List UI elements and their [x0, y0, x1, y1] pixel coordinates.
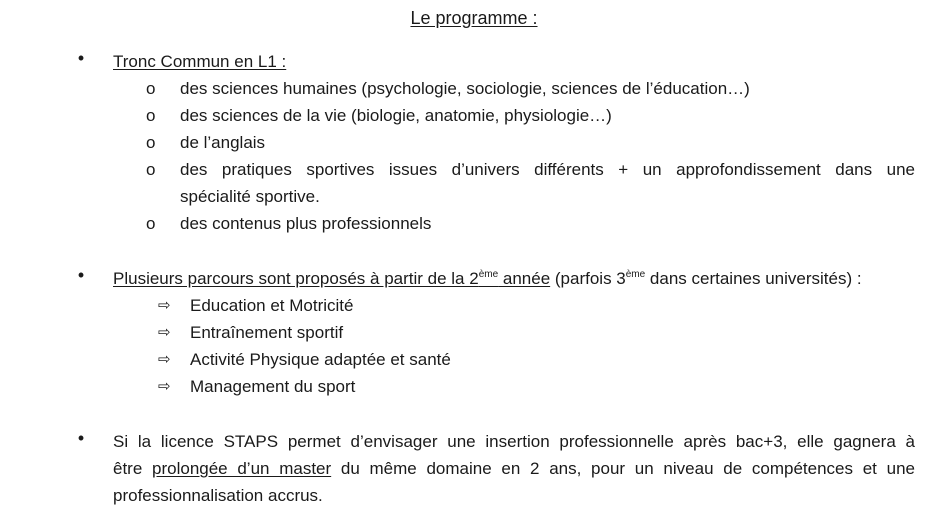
bullet-marker: •: [77, 48, 85, 68]
arrow-icon: ⇨: [158, 351, 171, 368]
paragraph-line: professionnalisation accrus.: [113, 486, 323, 505]
section-heading: [113, 265, 915, 292]
superscript: ème: [478, 269, 499, 280]
sub-bullet-marker: o: [146, 160, 156, 179]
section-heading: [113, 48, 915, 75]
list-item: Activité Physique adaptée et santé: [190, 350, 451, 369]
sub-bullet-marker: o: [146, 214, 156, 233]
heading-text: Plusieurs parcours sont proposés à partir de la 2: [113, 269, 479, 288]
parcours-heading: [113, 269, 550, 288]
arrow-icon: ⇨: [158, 378, 171, 395]
arrow-icon: ⇨: [158, 297, 171, 314]
page-title: [0, 6, 948, 30]
heading-tail: dans certaines universités) :: [645, 269, 862, 288]
bullet-marker: •: [77, 265, 85, 285]
paragraph-line: Si la licence STAPS permet d’envisager une insertion professionnelle après bac+3, elle gagnera à: [113, 432, 915, 451]
list-item: de l’anglais: [180, 133, 266, 152]
sub-bullet-marker: o: [146, 79, 156, 98]
underlined-text: prolongée d’un master: [152, 459, 332, 478]
text-run: être: [113, 459, 153, 478]
list-item: des sciences de la vie (biologie, anatomie, physiologie…): [180, 106, 612, 125]
paragraph-line: [113, 455, 915, 482]
list-item: des sciences humaines (psychologie, sociologie, sciences de l’éducation…): [180, 79, 750, 98]
list-item: Education et Motricité: [190, 296, 354, 315]
text-run: du même domaine en 2 ans, pour un niveau de compétences et une: [331, 459, 915, 478]
list-item: Entraînement sportif: [190, 323, 344, 342]
list-item: des contenus plus professionnels: [180, 214, 432, 233]
sub-bullet-marker: o: [146, 106, 156, 125]
bullet-marker: •: [77, 428, 85, 448]
page-title-text: Le programme :: [410, 8, 538, 28]
superscript: ème: [625, 269, 646, 280]
heading-tail: (parfois 3: [550, 269, 626, 288]
list-item: Management du sport: [190, 377, 356, 396]
arrow-icon: ⇨: [158, 324, 171, 341]
heading-text: année: [498, 269, 551, 288]
list-item-continuation: spécialité sportive.: [180, 187, 320, 206]
list-item: des pratiques sportives issues d’univers différents + un approfondissement dans une: [180, 160, 915, 179]
tronc-commun-heading: Tronc Commun en L1 :: [113, 52, 287, 71]
sub-bullet-marker: o: [146, 133, 156, 152]
